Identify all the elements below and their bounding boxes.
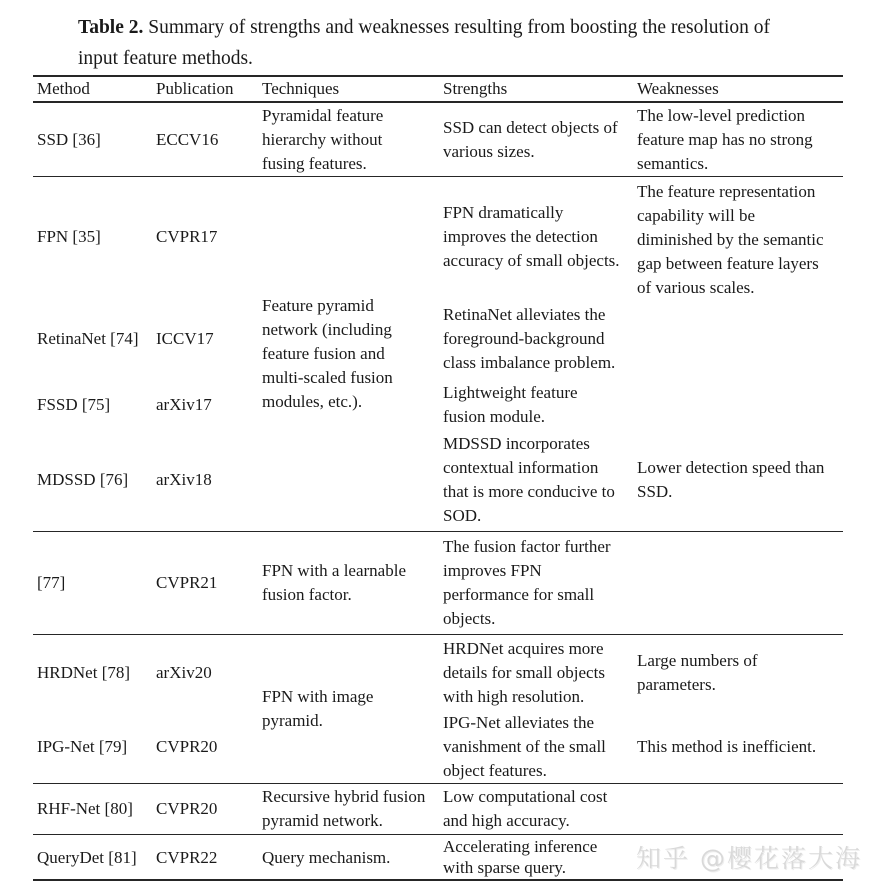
- techniques-cell: Pyramidal feature hierarchy without fusing features.: [262, 105, 384, 173]
- strength-cell: Low computational cost and high accuracy.: [443, 787, 608, 830]
- method-cell: RHF-Net [80]: [37, 799, 133, 818]
- header-method: Method: [37, 79, 90, 98]
- publication-cell: ICCV17: [156, 329, 214, 348]
- strength-cell: HRDNet acquires more details for small objects with high resolution.: [443, 639, 605, 706]
- header-strengths: Strengths: [443, 79, 508, 98]
- table-header-row: [33, 77, 843, 103]
- strength-cell: IPG-Net alleviates the vanishment of the small object features.: [443, 713, 606, 780]
- method-cell: IPG-Net [79]: [37, 737, 128, 756]
- weakness-cell: This method is inefficient.: [637, 737, 817, 756]
- weakness-cell: The low-level prediction feature map has no strong semantics.: [637, 105, 813, 173]
- publication-cell: CVPR21: [156, 573, 218, 592]
- strength-cell: SSD can detect objects of various sizes.: [443, 117, 618, 161]
- publication-cell: CVPR20: [156, 737, 218, 756]
- techniques-cell: Query mechanism.: [262, 847, 391, 867]
- weakness-cell: [633, 532, 843, 634]
- header-publication: Publication: [156, 79, 234, 98]
- strength-cell: The fusion factor further improves FPN performance for small objects.: [443, 537, 611, 628]
- publication-cell: ECCV16: [156, 129, 219, 149]
- method-cell: FPN [35]: [37, 226, 101, 246]
- method-cell: QueryDet [81]: [37, 847, 137, 867]
- header-techniques: Techniques: [262, 79, 340, 98]
- techniques-cell: FPN with image pyramid.: [262, 687, 374, 730]
- method-cell: SSD [36]: [37, 129, 101, 149]
- method-cell: [77]: [37, 573, 66, 592]
- weakness-cell: The feature representation capability will be diminished by the semantic gap between feature layers of various scales.: [637, 182, 824, 297]
- method-cell: HRDNet [78]: [37, 663, 131, 682]
- table-rowgroup-image-pyramid: [33, 635, 843, 784]
- publication-cell: CVPR17: [156, 226, 218, 246]
- caption-text: Summary of strengths and weaknesses resulting from boosting the resolution of: [148, 17, 770, 38]
- header-weaknesses: Weaknesses: [637, 79, 719, 98]
- caption-label: Table 2.: [78, 17, 144, 38]
- strength-cell: FPN dramatically improves the detection accuracy of small objects.: [443, 202, 620, 270]
- table-row-ssd: [33, 103, 843, 177]
- publication-cell: CVPR20: [156, 799, 218, 818]
- publication-cell: arXiv17: [156, 395, 212, 414]
- weakness-cell: [633, 784, 843, 834]
- strength-cell: Lightweight feature fusion module.: [443, 383, 578, 426]
- publication-cell: CVPR22: [156, 847, 218, 867]
- weakness-cell: Large numbers of parameters.: [637, 651, 758, 694]
- summary-table: [33, 75, 843, 881]
- strength-cell: Accelerating inference with sparse query.: [443, 837, 598, 877]
- table-row-77: [33, 532, 843, 635]
- strength-cell: MDSSD incorporates contextual information that is more conducive to SOD.: [443, 433, 615, 525]
- techniques-cell: Feature pyramid network (including feature fusion and multi-scaled fusion modules, etc.).: [262, 296, 393, 411]
- techniques-cell: Recursive hybrid fusion pyramid network.: [262, 787, 426, 830]
- strength-cell: RetinaNet alleviates the foreground-background class imbalance problem.: [443, 305, 616, 372]
- techniques-cell: FPN with a learnable fusion factor.: [262, 561, 406, 604]
- zhihu-watermark: 知乎 @樱花落大海: [636, 844, 862, 873]
- method-cell: FSSD [75]: [37, 395, 111, 414]
- publication-cell: arXiv20: [156, 663, 212, 682]
- caption-line-2: input feature methods.: [78, 48, 253, 69]
- method-cell: MDSSD [76]: [37, 469, 129, 489]
- table-caption: [0, 0, 804, 74]
- method-cell: RetinaNet [74]: [37, 329, 139, 348]
- weakness-cell: Lower detection speed than SSD.: [637, 457, 825, 501]
- caption-line-1: [78, 17, 770, 38]
- table-row-rhf-net: [33, 784, 843, 835]
- table-rowgroup-fpn-family: [33, 177, 843, 532]
- publication-cell: arXiv18: [156, 469, 212, 489]
